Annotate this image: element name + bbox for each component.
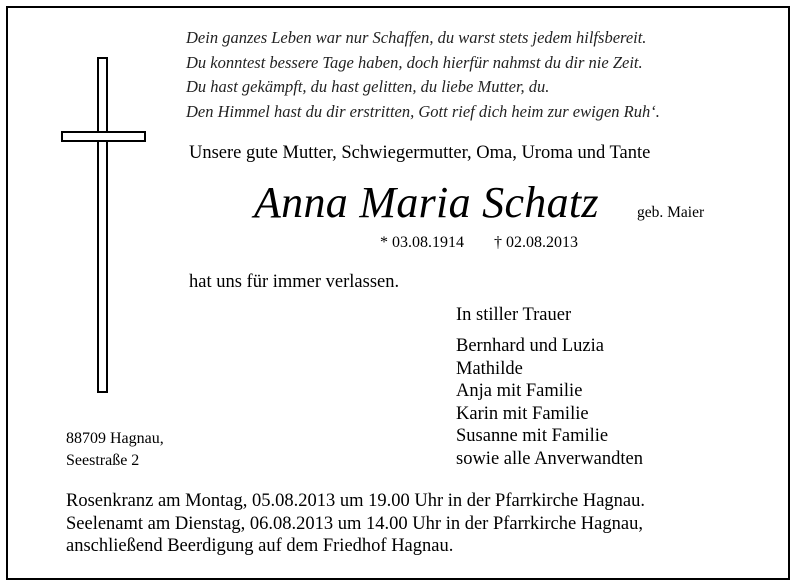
birth-date: * 03.08.1914 bbox=[380, 234, 464, 251]
poem bbox=[186, 26, 660, 124]
mourner-item: Mathilde bbox=[456, 358, 523, 379]
service-line: Seelenamt am Dienstag, 06.08.2013 um 14.00 Uhr in der Pfarrkirche Hagnau, bbox=[66, 513, 643, 534]
mourning-heading: In stiller Trauer bbox=[456, 305, 572, 325]
death-date: † 02.08.2013 bbox=[494, 234, 578, 251]
deceased-name: Anna Maria Schatz bbox=[254, 178, 599, 227]
address-line: Seestraße 2 bbox=[66, 452, 140, 469]
poem-line: Du konntest bessere Tage haben, doch hierfür nahmst du dir nie Zeit. bbox=[186, 52, 643, 72]
poem-line: Du hast gekämpft, du hast gelitten, du liebe Mutter, du. bbox=[186, 77, 550, 96]
cross-intersection bbox=[99, 133, 106, 140]
intro-text: Unsere gute Mutter, Schwiegermutter, Oma, Uroma und Tante bbox=[189, 143, 651, 163]
poem-line: Dein ganzes Leben war nur Schaffen, du warst stets jedem hilfsbereit. bbox=[186, 28, 647, 47]
address bbox=[66, 428, 164, 472]
poem-line: Den Himmel hast du dir erstritten, Gott rief dich heim zur ewigen Ruh‘. bbox=[186, 101, 660, 121]
mourner-item: Bernhard und Luzia bbox=[456, 336, 604, 356]
maiden-name: geb. Maier bbox=[637, 204, 705, 221]
mourner-item: Karin mit Familie bbox=[456, 403, 589, 424]
mourners-list bbox=[456, 335, 643, 470]
life-dates bbox=[380, 234, 578, 252]
mourner-item: sowie alle Anverwandten bbox=[456, 448, 643, 469]
mourner-item: Susanne mit Familie bbox=[456, 426, 609, 446]
statement-text: hat uns für immer verlassen. bbox=[189, 272, 400, 292]
service-line: anschließend Beerdigung auf dem Friedhof Hagnau. bbox=[66, 536, 454, 556]
service-info bbox=[66, 490, 645, 558]
cross-vertical-beam bbox=[97, 57, 108, 393]
address-line: 88709 Hagnau, bbox=[66, 430, 164, 447]
mourner-item: Anja mit Familie bbox=[456, 381, 583, 401]
service-line: Rosenkranz am Montag, 05.08.2013 um 19.00 Uhr in der Pfarrkirche Hagnau. bbox=[66, 491, 646, 511]
